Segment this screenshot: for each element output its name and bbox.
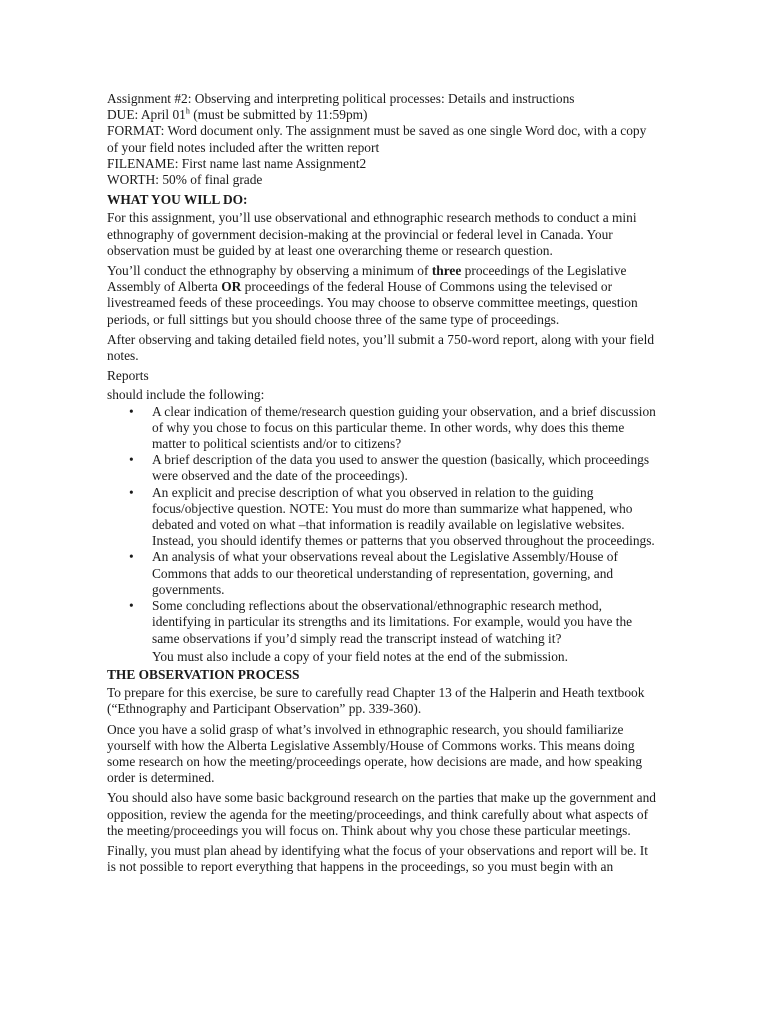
bullet-dot-icon: • xyxy=(129,598,134,614)
field-notes-note: You must also include a copy of your field notes at the end of the submission. xyxy=(152,648,568,664)
paragraph-intro: For this assignment, you’ll use observational and ethnographic research methods to conduct a mini ethnography of government decision-making at the provincial or federal level in Canada. Your observation must be guided by at least one overarching theme or research question. xyxy=(107,210,637,258)
list-item-text: Some concluding reflections about the observational/ethnographic research method, identifying in particular its strengths and its limitations. For example, would you have the same observations if you’d simply read the transcript instead of watching it? xyxy=(152,598,633,646)
list-item xyxy=(107,598,657,647)
due-suffix: (must be submitted by 11:59pm) xyxy=(189,107,368,123)
include-label: should include the following: xyxy=(107,387,265,403)
paragraph-proceedings-text-a: You’ll conduct the ethnography by observing a minimum of xyxy=(107,263,432,279)
emphasis-three: three xyxy=(431,263,462,279)
paragraph-plan-ahead: Finally, you must plan ahead by identifying what the focus of your observations and report will be. It is not possible to report everything that happens in the proceedings, so you must begin with an xyxy=(107,842,648,875)
paragraph-report: After observing and taking detailed field notes, you’ll submit a 750-word report, along with your field notes. xyxy=(107,331,655,364)
paragraph-background: You should also have some basic background research on the parties that make up the government and opposition, review the agenda for the meeting/proceedings, and think carefully about what aspects of the meeting/proceedings you will focus on. Think about why you chose these particular meetings. xyxy=(107,790,656,838)
bullet-dot-icon: • xyxy=(129,452,134,468)
reports-label: Reports xyxy=(107,368,149,384)
due-superscript: h xyxy=(185,106,190,116)
bullet-dot-icon: • xyxy=(129,484,134,500)
bullet-dot-icon: • xyxy=(129,549,134,565)
paragraph-familiarize: Once you have a solid grasp of what’s involved in ethnographic research, you should familiarize yourself with how the Alberta Legislative Assembly/House of Commons works. This means doing some research on how the meeting/proceedings operate, how decisions are made, and how speaking order is determined. xyxy=(107,721,643,786)
list-item xyxy=(107,452,657,484)
list-item xyxy=(107,485,657,550)
paragraph-proceedings xyxy=(107,263,657,328)
paragraph-proceedings-text-b: proceedings of the Legislative Assembly of Alberta xyxy=(107,263,627,295)
due-line xyxy=(107,107,657,123)
paragraph-proceedings-text-c: proceedings of the federal House of Commons using the televised or livestreamed feeds of these proceedings. You may choose to observe committee meetings, question periods, or full sittings but you should choose three of the same type of proceedings. xyxy=(107,279,638,327)
list-item xyxy=(107,404,657,453)
format-line: FORMAT: Word document only. The assignment must be saved as one single Word doc, with a copy of your field notes included after the written report xyxy=(107,123,647,155)
list-item-text: A clear indication of theme/research question guiding your observation, and a brief discussion of why you chose to focus on this particular theme. In other words, why does this theme matter to political scientists and/or to citizens? xyxy=(152,403,656,452)
section-heading-what-you-will-do: WHAT YOU WILL DO: xyxy=(107,192,248,208)
filename-line: FILENAME: First name last name Assignment2 xyxy=(107,155,367,171)
worth-line: WORTH: 50% of final grade xyxy=(107,172,263,188)
list-item-text: An analysis of what your observations reveal about the Legislative Assembly/House of Commons that adds to our theoretical understanding of representation, governing, and governments. xyxy=(152,549,618,597)
bullet-dot-icon: • xyxy=(129,403,134,419)
paragraph-prepare: To prepare for this exercise, be sure to carefully read Chapter 13 of the Halperin and Heath textbook (“Ethnography and Participant Observation” pp. 339-360). xyxy=(107,685,645,717)
emphasis-or: OR xyxy=(221,279,242,295)
list-item-text: A brief description of the data you used to answer the question (basically, which proceedings were observed and the date of the proceedings). xyxy=(152,452,650,484)
list-item-text: An explicit and precise description of what you observed in relation to the guiding focus/objective question. NOTE: You must do more than summarize what happened, who debated and voted on what –that information is readily available on legislative websites. Instead, you should identify themes or patterns that you observed throughout the proceedings. xyxy=(152,484,655,549)
document-page xyxy=(107,91,657,877)
due-prefix: DUE: April 01 xyxy=(107,107,186,123)
section-heading-observation-process: THE OBSERVATION PROCESS xyxy=(107,666,300,682)
assignment-title: Assignment #2: Observing and interpreting political processes: Details and instructions xyxy=(107,91,575,106)
list-item xyxy=(107,549,657,598)
requirements-list xyxy=(107,404,657,647)
